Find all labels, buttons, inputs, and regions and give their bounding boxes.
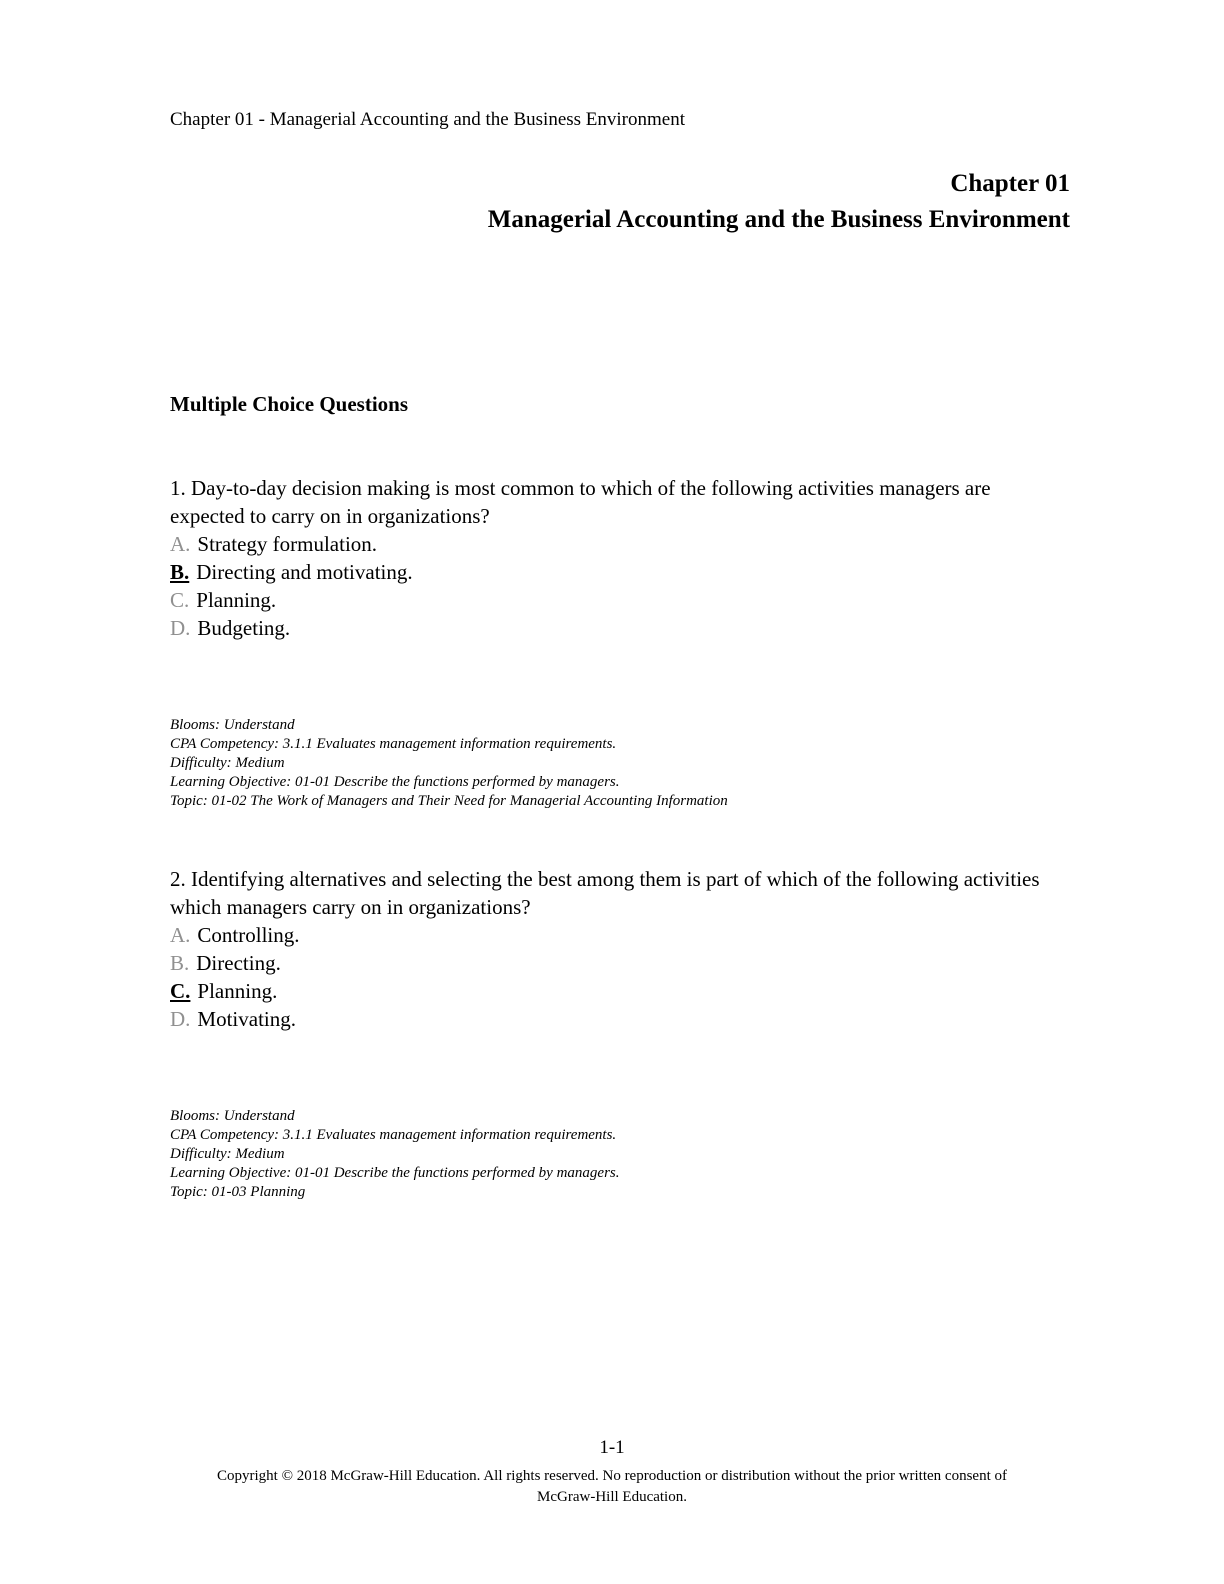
- meta-topic: Topic: 01-03 Planning: [170, 1184, 306, 1200]
- question-1-metadata: [170, 716, 1070, 811]
- option-letter: C.: [170, 588, 190, 612]
- question-1-options: [170, 530, 1070, 642]
- question-1-option-c: [170, 586, 1070, 614]
- meta-cpa-competency: CPA Competency: 3.1.1 Evaluates management information requirements.: [170, 736, 617, 752]
- option-text: Directing.: [196, 951, 281, 975]
- option-text: Controlling.: [197, 923, 300, 947]
- question-2-option-b: [170, 949, 1070, 977]
- question-1: [170, 474, 1070, 811]
- question-2-metadata: [170, 1107, 1070, 1202]
- meta-cpa-competency: CPA Competency: 3.1.1 Evaluates management information requirements.: [170, 1127, 617, 1143]
- question-1-option-a: [170, 530, 1070, 558]
- option-text: Planning.: [196, 588, 277, 612]
- question-1-option-d: [170, 614, 1070, 642]
- meta-blooms: Blooms: Understand: [170, 717, 295, 733]
- option-letter-correct: B.: [170, 560, 190, 584]
- option-letter: A.: [170, 532, 191, 556]
- question-2-option-d: [170, 1005, 1070, 1033]
- meta-difficulty: Difficulty: Medium: [170, 1146, 285, 1162]
- option-text: Strategy formulation.: [197, 532, 378, 556]
- copyright-line-1: Copyright © 2018 McGraw-Hill Education. All rights reserved. No reproduction or distribution without the prior written consent of: [216, 1468, 1007, 1484]
- option-letter: D.: [170, 616, 191, 640]
- option-letter: A.: [170, 923, 191, 947]
- option-text: Planning.: [197, 979, 278, 1003]
- meta-learning-objective: Learning Objective: 01-01 Describe the functions performed by managers.: [170, 1165, 620, 1181]
- meta-learning-objective: Learning Objective: 01-01 Describe the functions performed by managers.: [170, 774, 620, 790]
- question-2-option-c: [170, 977, 1070, 1005]
- chapter-title-line2: Managerial Accounting and the Business Environment: [487, 206, 1070, 233]
- option-text: Motivating.: [197, 1007, 297, 1031]
- option-letter-correct: C.: [170, 979, 191, 1003]
- section-heading: Multiple Choice Questions: [170, 392, 409, 416]
- meta-topic: Topic: 01-02 The Work of Managers and Their Need for Managerial Accounting Information: [170, 793, 728, 809]
- option-letter: D.: [170, 1007, 191, 1031]
- page-footer: [0, 1436, 1224, 1508]
- option-text: Budgeting.: [197, 616, 291, 640]
- copyright-line-2: McGraw-Hill Education.: [537, 1489, 687, 1505]
- option-letter: B.: [170, 951, 190, 975]
- meta-blooms: Blooms: Understand: [170, 1108, 295, 1124]
- option-text: Directing and motivating.: [196, 560, 413, 584]
- chapter-title-block: [170, 166, 1070, 238]
- question-2-stem: 2. Identifying alternatives and selecting the best among them is part of which of the following activities which managers carry on in organizations?: [170, 867, 1040, 919]
- running-header: Chapter 01 - Managerial Accounting and the Business Environment: [170, 109, 685, 130]
- question-2-options: [170, 921, 1070, 1033]
- question-2-option-a: [170, 921, 1070, 949]
- question-1-stem: 1. Day-to-day decision making is most common to which of the following activities managers are expected to carry on in organizations?: [170, 476, 991, 528]
- page-number: 1-1: [599, 1437, 625, 1458]
- question-2: [170, 865, 1070, 1202]
- chapter-title-line1: Chapter 01: [950, 170, 1070, 197]
- question-1-option-b: [170, 558, 1070, 586]
- meta-difficulty: Difficulty: Medium: [170, 755, 285, 771]
